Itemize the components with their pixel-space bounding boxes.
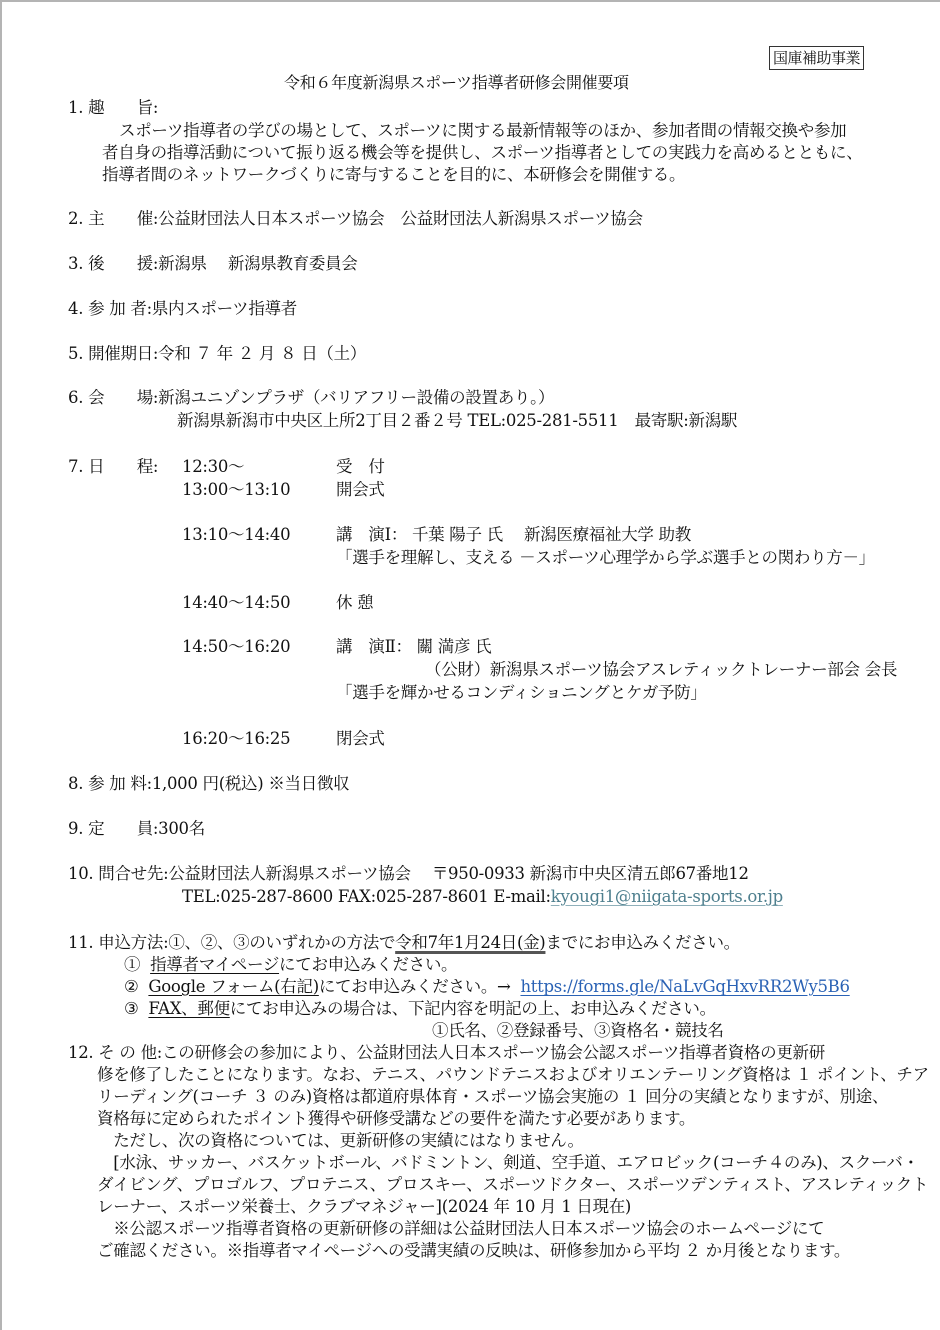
schedule-time: 12:30～ [182, 457, 245, 476]
capacity-value: 300名 [158, 819, 205, 838]
google-form-label: Google フォーム(右記) [148, 977, 319, 996]
date-label: 5. 開催期日: [68, 344, 159, 363]
date-row [68, 343, 366, 365]
contact-phone: TEL:025-287-8600 FAX:025-287-8601 E-mail: [182, 887, 551, 906]
contact-label: 10. 問合せ先: [68, 864, 169, 883]
application-method [124, 954, 457, 976]
schedule-event: 閉会式 [336, 729, 385, 748]
schedule-time: 14:40～14:50 [182, 593, 291, 612]
organizer-value: 公益財団法人日本スポーツ協会 公益財団法人新潟県スポーツ協会 [158, 209, 643, 228]
contact-phone-row [182, 886, 783, 908]
schedule-time: 14:50～16:20 [182, 637, 291, 656]
purpose-label: 1. 趣 旨: [68, 98, 159, 117]
fee-label: 8. 参 加 料: [68, 774, 152, 793]
page-title: 令和６年度新潟県スポーツ指導者研修会開催要項 [284, 73, 629, 92]
other-line: 修を修了したことになります。なお、テニス、パウンドテニスおよびオリエンテーリング資格は １ ポイント、チア [97, 1065, 929, 1084]
method-marker: ② [124, 977, 139, 996]
other-line: ご確認ください。※指導者マイページへの受講実績の反映は、研修参加から平均 ２ か月後となります。 [97, 1241, 851, 1260]
email-link[interactable]: kyougi1@niigata-sports.or.jp [550, 887, 783, 906]
participants-value: 県内スポーツ指導者 [151, 299, 297, 318]
participants-row [68, 298, 297, 320]
application-intro-end: までにお申込みください。 [545, 933, 740, 952]
other-line: ※公認スポーツ指導者資格の更新研修の詳細は公益財団法人日本スポーツ協会のホームページにて [97, 1219, 825, 1238]
other-line: [水泳、サッカー、バスケットボール、バドミントン、剣道、空手道、エアロビック(コーチ４のみ)、スクーバ・ [97, 1153, 919, 1172]
participants-label: 4. 参 加 者: [68, 299, 152, 318]
method-text: にてお申込みください。 [279, 955, 458, 974]
venue-name: 新潟ユニゾンプラザ（バリアフリー設備の設置あり。） [158, 388, 555, 407]
application-intro: ①、②、③のいずれかの方法で [168, 933, 396, 952]
schedule-event: 講 演Ⅱ： 關 満彦 氏 [336, 637, 492, 656]
schedule-event: 受 付 [336, 457, 385, 476]
mypage-link[interactable]: 指導者マイページ [150, 955, 280, 974]
other-line: リーディング(コーチ ３ のみ)資格は都道府県体育・スポーツ協会実施の １ 回分の実績となりますが、別途、 [97, 1087, 889, 1106]
other-line: ただし、次の資格については、更新研修の実績にはなりません。 [97, 1131, 584, 1150]
application-method [124, 976, 850, 998]
capacity-row [68, 818, 205, 840]
lecture-title: 「選手を輝かせるコンディショニングとケガ予防」 [336, 683, 707, 702]
venue-row [68, 387, 554, 409]
schedule-event: 開会式 [336, 480, 385, 499]
google-form-link[interactable]: https://forms.gle/NaLvGqHxvRR2Wy5B6 [520, 977, 850, 996]
method-marker: ③ [124, 999, 139, 1018]
lecturer-affiliation: （公財）新潟県スポーツ協会アスレティックトレーナー部会 会長 [425, 660, 898, 679]
fax-mail-label: FAX、郵便 [148, 999, 230, 1018]
method-marker: ① [124, 955, 141, 974]
schedule-time: 13:00～13:10 [182, 480, 291, 499]
date-value: 令和 ７ 年 ２ 月 ８ 日（土） [158, 344, 367, 363]
schedule-time: 16:20～16:25 [182, 729, 291, 748]
other-line: この研修会の参加により、公益財団法人日本スポーツ協会公認スポーツ指導者資格の更新研 [162, 1043, 825, 1062]
other-line: 資格毎に定められたポイント獲得や研修受講などの要件を満たす必要があります。 [97, 1109, 696, 1128]
support-value: 新潟県 新潟県教育委員会 [158, 254, 358, 273]
application-method [124, 998, 716, 1020]
application-label: 11. 申込方法: [68, 933, 169, 952]
other-line: レーナー、スポーツ栄養士、クラブマネジャー](2024 年 10 月 1 日現在) [97, 1197, 632, 1216]
method-text: にてお申込みの場合は、下記内容を明記の上、お申込みください。 [229, 999, 716, 1018]
other-row [68, 1042, 825, 1064]
capacity-label: 9. 定 員: [68, 819, 159, 838]
contact-row [68, 863, 749, 885]
schedule-label: 7. 日 程: [68, 457, 159, 476]
fee-row [68, 773, 349, 795]
purpose-line: 指導者間のネットワークづくりに寄与することを目的に、本研修会を開催する。 [102, 165, 686, 184]
support-label: 3. 後 援: [68, 254, 159, 273]
contact-org: 公益財団法人新潟県スポーツ協会 〒950-0933 新潟市中央区清五郎67番地12 [168, 864, 749, 883]
method-text: にてお申込みください。→ [318, 977, 516, 996]
purpose-line: スポーツ指導者の学びの場として、スポーツに関する最新情報等のほか、参加者間の情報交換や参加 [119, 121, 847, 140]
fee-value: 1,000 円(税込) ※当日徴収 [151, 774, 350, 793]
schedule-time: 13:10～14:40 [182, 525, 291, 544]
application-deadline: 令和7年1月24日(金) [395, 933, 546, 952]
other-label: 12. そ の 他: [68, 1043, 163, 1062]
organizer-row [68, 208, 643, 230]
venue-label: 6. 会 場: [68, 388, 159, 407]
application-row [68, 932, 740, 954]
subsidy-stamp: 国庫補助事業 [769, 46, 864, 70]
purpose-line: 者自身の指導活動について振り返る機会等を提供し、スポーツ指導者としての実践力を高めるとともに、 [102, 143, 863, 162]
organizer-label: 2. 主 催: [68, 209, 159, 228]
other-line: ダイビング、プロゴルフ、プロテニス、プロスキー、スポーツドクター、スポーツデンティスト、アスレティックト [97, 1175, 929, 1194]
venue-address: 新潟県新潟市中央区上所2丁目２番２号 TEL:025-281-5511 最寄駅:新潟駅 [177, 411, 738, 430]
schedule-event: 休 憩 [336, 593, 374, 612]
lecture-title: 「選手を理解し、支える －スポーツ心理学から学ぶ選手との関わり方－」 [336, 548, 875, 567]
support-row [68, 253, 358, 275]
schedule-event: 講 演Ⅰ： 千葉 陽子 氏 新潟医療福祉大学 助教 [336, 525, 691, 544]
required-fields: ①氏名、②登録番号、③資格名・競技名 [432, 1021, 724, 1040]
